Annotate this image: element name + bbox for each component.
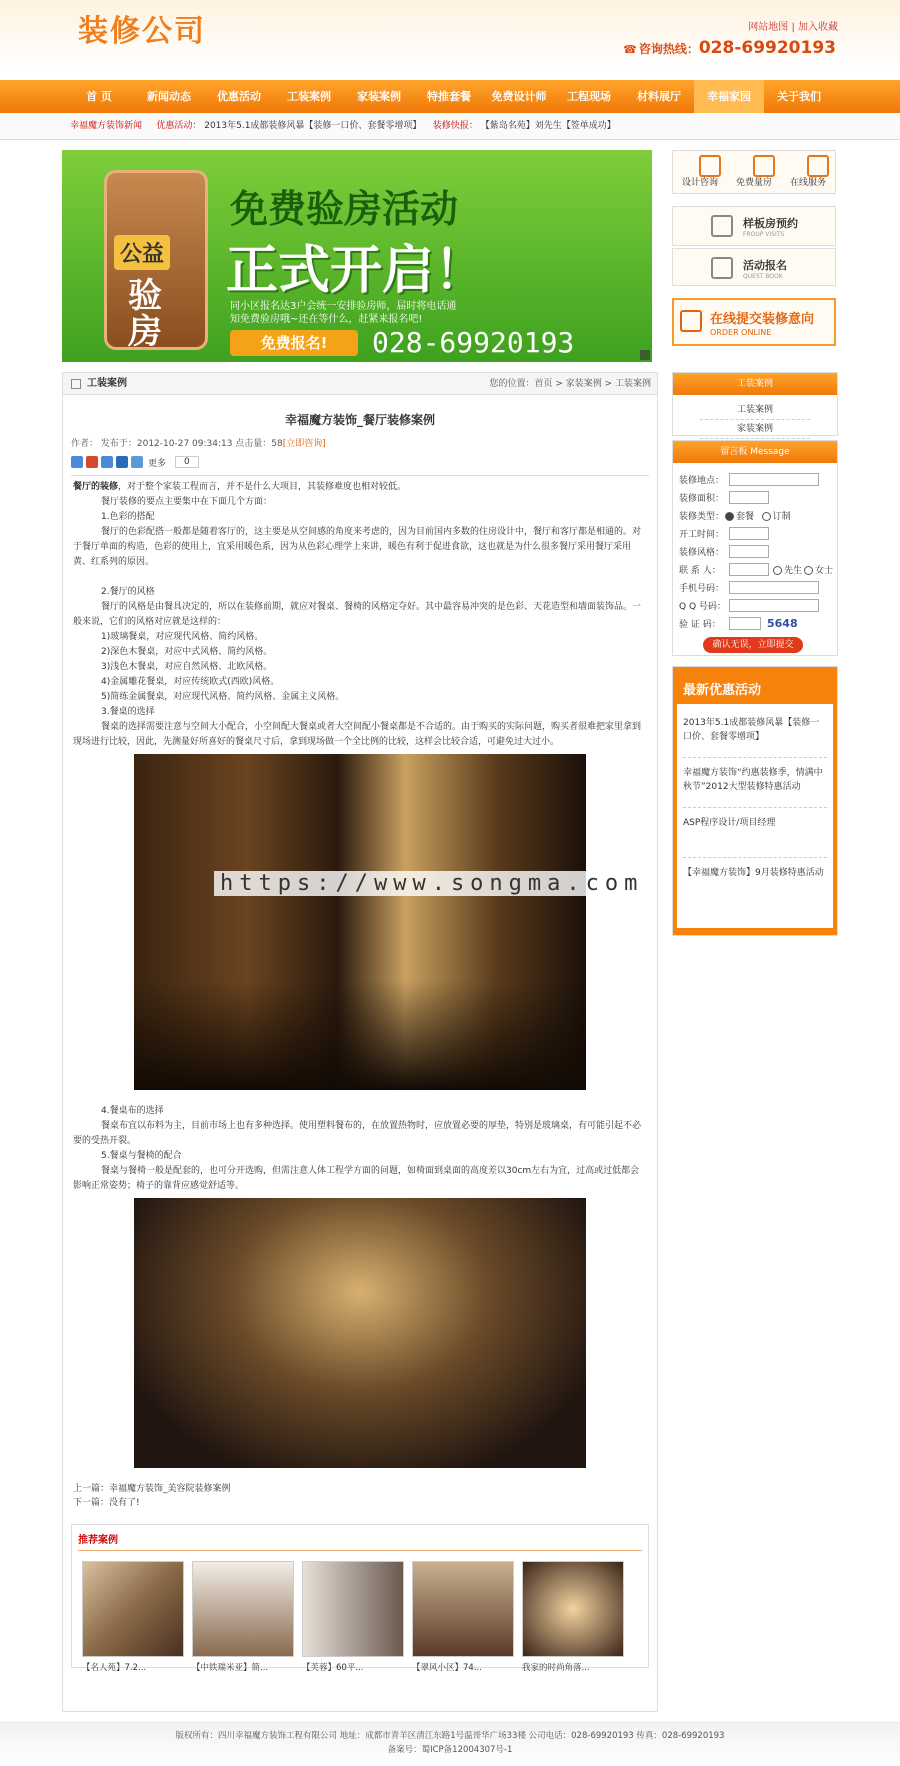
phone-icon: ☎ [623, 43, 637, 56]
field-start: 开工时间： [679, 527, 724, 540]
fast-label: 装修快报： [432, 121, 478, 131]
banner-signup-button[interactable]: 免费报名! [230, 330, 358, 356]
subheading: 5.餐桌与餐椅的配合 [101, 1151, 182, 1161]
field-location: 装修地点： [679, 473, 724, 486]
case-thumb[interactable]: 【中铁瑞米亚】简... [192, 1561, 294, 1673]
gender-ms-radio[interactable] [804, 566, 813, 575]
showroom-title: 样板房预约 [743, 217, 798, 230]
share-more[interactable]: 更多 [148, 458, 167, 469]
weibo-icon[interactable] [86, 456, 98, 468]
header [0, 0, 900, 80]
event-signup[interactable] [672, 248, 836, 286]
pen-icon [711, 257, 733, 279]
banner[interactable] [62, 150, 652, 362]
nav-designers[interactable]: 免费设计师 [491, 90, 547, 103]
favorite-link[interactable]: 加入收藏 [798, 22, 838, 33]
order-title: 在线提交装修意向 [710, 312, 815, 327]
free-measure-icon[interactable]: 免费量房 [727, 151, 781, 193]
promo-item[interactable]: 幸福魔方装饰“约惠装修季，情满中秋节”2012大型装修特惠活动 [683, 758, 827, 808]
field-qq: Q Q 号码： [679, 599, 726, 612]
article-panel [62, 372, 658, 1712]
contact-input[interactable] [729, 563, 769, 576]
document-icon [680, 310, 702, 332]
qq-icon[interactable] [101, 456, 113, 468]
promo-label: 优惠活动： [156, 121, 202, 131]
check-icon [711, 215, 733, 237]
subheading: 2.餐厅的风格 [101, 587, 155, 597]
qq-input[interactable] [729, 599, 819, 612]
submit-button[interactable]: 确认无误，立即提交 [703, 637, 803, 653]
nav-about[interactable]: 关于我们 [777, 90, 821, 103]
case-thumb[interactable]: 【芙蓉】60平... [302, 1561, 404, 1673]
category-item[interactable]: 家装案例 [700, 420, 810, 439]
event-title: 活动报名 [743, 259, 787, 272]
showroom-booking[interactable] [672, 206, 836, 246]
link-sep: | [791, 22, 795, 33]
paragraph: 1)玻璃餐桌，对应现代风格、简约风格。 [101, 632, 264, 642]
top-links [748, 18, 838, 33]
phone-input[interactable] [729, 581, 819, 594]
article-title: 幸福魔方装饰_餐厅装修案例 [284, 413, 435, 427]
case-thumb[interactable]: 我家的时尚角落... [522, 1561, 624, 1673]
side-icons [672, 150, 836, 194]
field-contact: 联 系 人： 先生 女士 [679, 563, 721, 576]
start-input[interactable] [729, 527, 769, 540]
online-service-icon[interactable]: 在线服务 [781, 151, 835, 193]
field-type: 装修类型： 套餐 订制 [679, 512, 791, 522]
promo-news[interactable]: 2013年5.1成都装修风暴【装修一口价、套餐零增项】 [204, 121, 422, 131]
category-title: 工装案例 [673, 373, 837, 395]
banner-tag1: 公益 [114, 235, 170, 270]
promo-item[interactable]: 2013年5.1成都装修风暴【装修一口价、套餐零增项】 [683, 708, 827, 758]
watermark: https://www.songma.com [214, 871, 649, 896]
paragraph: 4)金属雕花餐桌，对应传统欧式(西欧)风格。 [101, 677, 280, 687]
meta-text: 作者： 发布于：2012-10-27 09:34:13 点击量：58 [71, 439, 283, 449]
message-title: 留言板 Message [673, 441, 837, 463]
recommended-title: 推荐案例 [78, 1531, 642, 1551]
hotline-number: 028-69920193 [698, 38, 836, 58]
rss-icon [71, 379, 81, 389]
dining-room-photo-2 [134, 1198, 586, 1468]
nav-home[interactable]: 首 页 [86, 90, 112, 103]
lead-text: ，对于整个家装工程而言，并不是什么大项目，其装修难度也相对较低。 [118, 482, 407, 492]
showroom-sub: FROUP VISITS [743, 231, 785, 238]
message-board [672, 440, 838, 656]
banner-desc: 同小区报名达3户会统一安排验房师，届时将电话通知免费验房哦~还在等什么，赶紧来报名吧! [230, 301, 457, 325]
category-item[interactable]: 工装案例 [700, 401, 810, 420]
dining-room-photo-1 [134, 754, 586, 1090]
prev-next [63, 1468, 657, 1510]
sitemap-link[interactable]: 网站地图 [748, 22, 789, 33]
paragraph: 餐厅的风格是由餐具决定的，所以在装修前期，就应对餐桌、餐椅的风格定夺好。其中最容易冲突的是色彩、天花造型和墙面装饰品。一般来说，它们的风格对应就是这样的： [73, 602, 642, 627]
share-bar [71, 455, 657, 469]
paragraph: 5)简练金属餐桌，对应现代风格、简约风格、金属主义风格。 [101, 692, 345, 702]
subheading: 4.餐桌布的选择 [101, 1106, 164, 1116]
paragraph: 餐桌与餐椅一般是配套的，也可分开选购，但需注意人体工程学方面的问题，如椅面到桌面的高度差以30cm左右为宜，过高或过低都会影响正常姿势；椅子的靠背应感觉舒适等。 [73, 1166, 640, 1191]
design-consult-icon[interactable]: 设计咨询 [673, 151, 727, 193]
share-count: 0 [175, 456, 199, 468]
banner-title1: 免费验房活动 [230, 187, 459, 231]
promo-item[interactable]: ASP程序设计/项目经理 [683, 808, 827, 858]
field-style: 装修风格： [679, 545, 724, 558]
field-area: 装修面积： [679, 491, 724, 504]
paragraph: 餐桌的选择需要注意与空间大小配合，小空间配大餐桌或者大空间配小餐桌都是不合适的。由于购买的实际问题，购买者很难把家里拿到现场进行比较，因此，先测量好所喜好的餐桌尺寸后，拿到现场做一个全比例的比较，这样会比较合适，可避免过大过小。 [73, 722, 642, 747]
news-site[interactable]: 幸福魔方装饰新闻 [70, 121, 143, 131]
style-input[interactable] [729, 545, 769, 558]
nav-home-cases[interactable]: 家装案例 [357, 90, 401, 103]
promo-title: 最新优惠活动 [683, 683, 762, 698]
banner-phone: 028-69920193 [372, 326, 575, 359]
banner-tag2: 验房 [128, 276, 162, 352]
event-sub: QUEST BOOK [743, 273, 783, 280]
subheading: 3.餐桌的选择 [101, 707, 155, 717]
slide-indicator[interactable] [640, 350, 650, 360]
promo-item[interactable]: 【幸福魔方装饰】9月装修特惠活动 [683, 868, 824, 878]
prev-link[interactable]: 上一篇：幸福魔方装饰_美容院装修案例 [73, 1484, 231, 1494]
order-online[interactable] [672, 298, 836, 346]
captcha-input[interactable] [729, 617, 761, 630]
paragraph: 3)浅色木餐桌，对应自然风格、北欧风格。 [101, 662, 273, 672]
paragraph: 2)深色木餐桌，对应中式风格、简约风格。 [101, 647, 273, 657]
article-body-2 [63, 1090, 657, 1194]
nav-materials[interactable]: 材料展厅 [637, 90, 681, 103]
type-custom-radio[interactable] [762, 512, 771, 521]
captcha-image[interactable]: 5648 [767, 617, 798, 630]
field-captcha: 验 证 码： 5648 [679, 617, 798, 630]
nav-home-garden[interactable]: 幸福家园 [694, 80, 764, 113]
paragraph: 餐厅装修的要点主要集中在下面几个方面： [101, 497, 273, 507]
site-logo[interactable]: 装修公司 [78, 14, 206, 49]
hotline [623, 38, 836, 58]
order-sub: ORDER ONLINE [710, 328, 772, 337]
breadcrumb[interactable]: 您的位置：首页 > 家装案例 > 工装案例 [489, 379, 651, 389]
footer [0, 1722, 900, 1766]
promo-list [677, 704, 833, 928]
recommended-cases [71, 1524, 649, 1673]
area-input[interactable] [729, 491, 769, 504]
promo-box [672, 666, 838, 936]
subheading: 1.色彩的搭配 [101, 512, 155, 522]
article-body [63, 476, 657, 750]
article-meta [71, 436, 657, 449]
nav-packages[interactable]: 特推套餐 [427, 90, 471, 103]
gender-mr-radio[interactable] [773, 566, 782, 575]
field-phone: 手机号码： [679, 581, 724, 594]
nav-news[interactable]: 新闻动态 [147, 90, 191, 103]
banner-title2: 正式开启！ [226, 241, 487, 301]
section-title: 工装案例 [87, 378, 127, 389]
news-bar [0, 113, 900, 140]
case-thumb[interactable]: 【名人苑】7.2... [82, 1561, 184, 1673]
location-input[interactable] [729, 473, 819, 486]
footer-info: 版权所有：四川幸福魔方装饰工程有限公司 地址：成都市青羊区清江东路1号温哥华广场33楼 公司电话：028-69920193 传真：028-69920193 [175, 1731, 725, 1741]
next-link[interactable]: 下一篇：没有了! [73, 1498, 140, 1508]
nav-commercial[interactable]: 工装案例 [287, 90, 331, 103]
nav-promo[interactable]: 优惠活动 [217, 90, 261, 103]
hotline-label: 咨询热线： [638, 42, 699, 56]
category-box [672, 372, 838, 436]
consult-link[interactable]: [立即咨询] [282, 439, 326, 449]
more-share-icon[interactable] [131, 456, 143, 468]
type-package-radio[interactable] [725, 512, 734, 521]
nav-sites[interactable]: 工程现场 [567, 90, 611, 103]
section-header [63, 373, 657, 395]
lead-keyword: 餐厅的装修 [73, 482, 119, 492]
paragraph: 餐厅的色彩配搭一般都是随着客厅的，这主要是从空间感的角度来考虑的，因为目前国内多数的住房设计中，餐厅和客厅都是相通的。对于餐厅单面的构造，色彩的使用上，宜采用暖色系，因为从色彩心理学上来讲，暖色有利于促进食欲，这也就是为什么很多餐厅采用餐厅采用黄、红系列的原因。 [73, 527, 642, 567]
footer-icp[interactable]: 备案号：蜀ICP备12004307号-1 [387, 1745, 513, 1755]
paragraph: 餐桌布宜以布料为主，目前市场上也有多种选择。使用塑料餐布的，在放置热物时，应放置必要的厚垫，特别是玻璃桌，有可能引起不必要的受热开裂。 [73, 1121, 642, 1146]
qzone-icon[interactable] [71, 456, 83, 468]
fast-news[interactable]: 【紫岛名苑】刘先生【签单成功】 [480, 121, 616, 131]
main-nav [0, 80, 900, 113]
case-thumb[interactable]: 【翠风小区】74... [412, 1561, 514, 1673]
renren-icon[interactable] [116, 456, 128, 468]
